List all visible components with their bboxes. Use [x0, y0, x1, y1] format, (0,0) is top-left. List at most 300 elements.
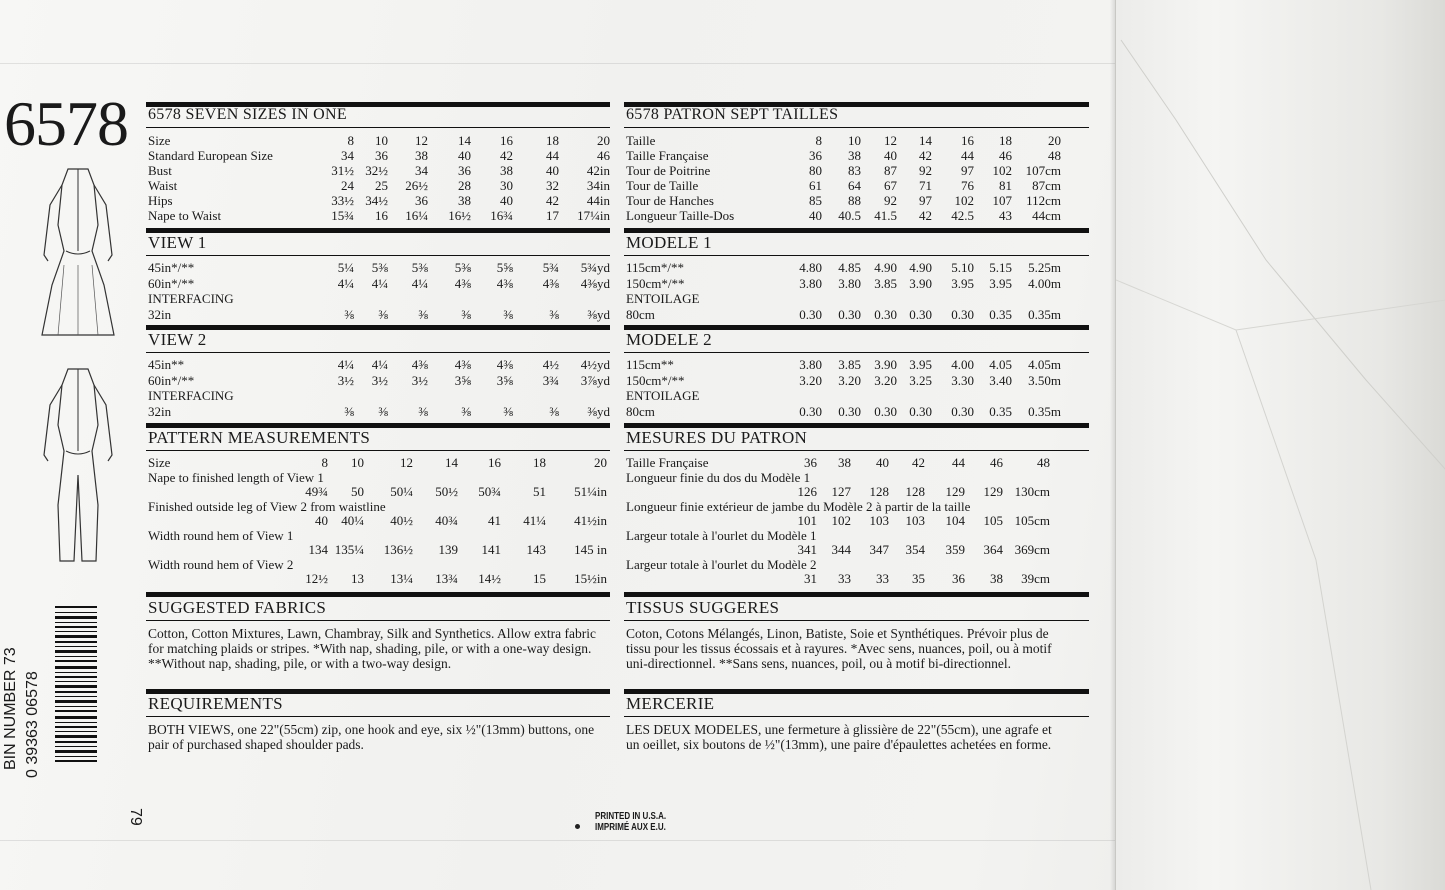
table-cell: 48	[1037, 455, 1050, 470]
table-cell: 4.90	[909, 260, 932, 275]
table-cell: 5¾yd	[580, 260, 610, 275]
row-label: INTERFACING	[148, 388, 234, 403]
table-cell: 0.35m	[1028, 306, 1061, 322]
row-label: Largeur totale à l'ourlet du Modèle 2	[626, 557, 817, 572]
table-cell: ⅜	[461, 403, 471, 419]
table-cell: 126	[797, 484, 817, 499]
table-cell: 0.30	[874, 306, 897, 322]
table-cell: 50	[351, 484, 364, 499]
table-cell: 102	[954, 193, 974, 208]
table-cell: 16¼	[405, 208, 428, 223]
table-cell: 0.30	[951, 403, 974, 419]
table-cell: 41¼	[523, 513, 546, 528]
table-cell: 3.30	[951, 372, 974, 388]
rule	[146, 228, 610, 233]
row-label: 80cm	[626, 403, 655, 419]
page-number: 79	[127, 808, 144, 826]
table-cell: 13¾	[435, 571, 458, 586]
table-cell: 64	[848, 178, 861, 193]
row-label: Standard European Size	[148, 148, 273, 163]
printed-en: PRINTED IN U.S.A.	[595, 811, 667, 822]
row-label: 150cm*/**	[626, 275, 685, 291]
table-cell: 40¾	[435, 513, 458, 528]
table-cell: 40¼	[341, 513, 364, 528]
table-cell: 3.50m	[1028, 372, 1061, 388]
row-label: INTERFACING	[148, 291, 234, 306]
table-cell: 18	[546, 133, 559, 148]
table-cell: 139	[438, 542, 458, 557]
table-cell: 0.30	[909, 403, 932, 419]
table-cell: 4⅜	[496, 275, 513, 291]
table-cell: 14	[919, 133, 932, 148]
rule	[146, 450, 610, 451]
row-label: Longueur Taille-Dos	[626, 208, 735, 223]
table-cell: 87	[884, 163, 897, 178]
table-cell: 10	[375, 133, 388, 148]
table-cell: 101	[797, 513, 817, 528]
table-cell: 4.00m	[1028, 275, 1061, 291]
table-cell: 4¼	[371, 357, 388, 372]
table-cell: ⅜yd	[587, 306, 610, 322]
table-cell: 14	[445, 455, 458, 470]
table-cell: 14½	[478, 571, 501, 586]
right-fabrics-title: TISSUS SUGGERES	[626, 598, 780, 617]
table-cell: 364	[983, 542, 1003, 557]
table-cell: 3.80	[799, 357, 822, 372]
table-cell: 10	[351, 455, 364, 470]
row-label: Nape to Waist	[148, 208, 222, 223]
row-label: Longueur finie du dos du Modèle 1	[626, 470, 811, 485]
table-cell: 4⅜	[411, 357, 428, 372]
table-cell: 51¼in	[574, 484, 607, 499]
table-cell: 107	[992, 193, 1012, 208]
rule	[146, 352, 610, 353]
table-cell: 0.35	[989, 306, 1012, 322]
row-label: 45in*/**	[148, 260, 195, 275]
table-cell: 20	[1048, 133, 1061, 148]
table-cell: 97	[919, 193, 932, 208]
table-cell: 8	[321, 455, 328, 470]
flap-creases	[1116, 0, 1445, 890]
table-cell: 30	[500, 178, 513, 193]
table-cell: 3.95	[909, 357, 932, 372]
left-fabrics-text: Cotton, Cotton Mixtures, Lawn, Chambray, Silk and Synthetics. Allow extra fabric for matching plaids or stripes. *With nap, shading, pile, or with a one-way design. **Without nap, shading, pile, or with a two-way design.	[148, 626, 596, 671]
table-cell: 34	[341, 148, 354, 163]
table-cell: 5.10	[951, 260, 974, 275]
table-cell: 136½	[383, 542, 413, 557]
rule	[146, 325, 610, 330]
table-cell: 46	[990, 455, 1003, 470]
table-cell: 38	[458, 193, 471, 208]
table-cell: 5⅜	[454, 260, 471, 275]
row-label: 60in*/**	[148, 372, 195, 388]
table-cell: 44	[546, 148, 559, 163]
table-cell: 3½	[371, 372, 388, 388]
bullet-icon	[575, 824, 580, 829]
row-label: Tour de Taille	[626, 178, 699, 193]
table-cell: 15	[533, 571, 546, 586]
table-cell: 145 in	[574, 542, 607, 557]
rule	[624, 450, 1089, 451]
table-cell: 3½	[411, 372, 428, 388]
table-cell: 38	[848, 148, 861, 163]
table-cell: 5⅝	[496, 260, 513, 275]
right-requirements-title: MERCERIE	[626, 694, 715, 713]
table-cell: 42	[546, 193, 559, 208]
table-cell: 143	[526, 542, 546, 557]
left-requirements-title: REQUIREMENTS	[148, 694, 283, 713]
table-cell: 31	[804, 571, 817, 586]
table-cell: 36	[809, 148, 822, 163]
table-cell: 40	[500, 193, 513, 208]
table-cell: 3.20	[874, 372, 897, 388]
table-cell: 3.80	[838, 275, 861, 291]
barcode-block	[0, 600, 100, 780]
table-cell: 83	[848, 163, 861, 178]
table-cell: 5⅜	[371, 260, 388, 275]
table-cell: 13	[351, 571, 364, 586]
table-cell: 42	[919, 208, 932, 223]
table-cell: 4¼	[371, 275, 388, 291]
table-cell: 40	[876, 455, 889, 470]
table-cell: ⅜	[549, 403, 559, 419]
table-cell: 16	[500, 133, 513, 148]
table-cell: 3.95	[951, 275, 974, 291]
table-cell: 3.80	[799, 275, 822, 291]
table-cell: 34	[415, 163, 428, 178]
table-cell: 42	[912, 455, 925, 470]
table-cell: 4.90	[874, 260, 897, 275]
row-label: ENTOILAGE	[626, 291, 700, 306]
table-cell: ⅜	[461, 306, 471, 322]
table-cell: 12	[884, 133, 897, 148]
table-cell: 105cm	[1014, 513, 1050, 528]
table-cell: 8	[347, 133, 354, 148]
table-cell: 3.25	[909, 372, 932, 388]
table-cell: 36	[952, 571, 965, 586]
table-cell: 3⅝	[454, 372, 471, 388]
table-cell: 3.85	[874, 275, 897, 291]
table-cell: 130cm	[1014, 484, 1050, 499]
table-cell: 16	[488, 455, 501, 470]
table-cell: 31½	[331, 163, 354, 178]
table-cell: 36	[375, 148, 388, 163]
table-cell: 4¼	[337, 275, 354, 291]
table-cell: 18	[533, 455, 546, 470]
row-label: 45in**	[148, 357, 185, 372]
view1-title: VIEW 1	[148, 233, 207, 252]
table-cell: 10	[848, 133, 861, 148]
pattern-number: 6578	[4, 88, 128, 159]
table-cell: ⅜	[418, 306, 428, 322]
row-label: Longueur finie extérieur de jambe du Modèle 2 à partir de la taille	[626, 499, 971, 514]
table-cell: 107cm	[1025, 163, 1061, 178]
row-label: 32in	[148, 403, 172, 419]
row-label: ENTOILAGE	[626, 388, 700, 403]
table-cell: 3.85	[838, 357, 861, 372]
table-cell: 38	[990, 571, 1003, 586]
table-cell: 36	[458, 163, 471, 178]
rule	[146, 620, 610, 621]
table-cell: ⅜	[418, 403, 428, 419]
table-cell: ⅜	[549, 306, 559, 322]
table-cell: 103	[905, 513, 925, 528]
envelope-flap	[1115, 0, 1445, 890]
table-cell: 44in	[586, 193, 610, 208]
rule	[624, 620, 1089, 621]
table-cell: 103	[869, 513, 889, 528]
left-measurements-title: PATTERN MEASUREMENTS	[148, 428, 371, 447]
table-cell: 102	[831, 513, 851, 528]
table-cell: 44cm	[1032, 208, 1061, 223]
table-cell: 4½	[542, 357, 559, 372]
table-cell: 67	[884, 178, 897, 193]
table-cell: 25	[375, 178, 388, 193]
fold-line	[0, 840, 1115, 841]
table-cell: 3.90	[909, 275, 932, 291]
table-cell: 44	[961, 148, 974, 163]
table-cell: 42in	[586, 163, 610, 178]
right-measurements-title: MESURES DU PATRON	[626, 428, 808, 447]
table-cell: 15½in	[574, 571, 607, 586]
table-cell: 128	[905, 484, 925, 499]
table-cell: 36	[804, 455, 817, 470]
table-cell: 33½	[331, 193, 354, 208]
rule	[146, 716, 610, 717]
table-cell: 16	[961, 133, 974, 148]
row-label: 80cm	[626, 306, 655, 322]
view2-jumpsuit-illustration	[38, 365, 118, 565]
table-cell: 28	[458, 178, 471, 193]
table-cell: 38	[838, 455, 851, 470]
table-cell: 87cm	[1032, 178, 1061, 193]
table-cell: 4.00	[951, 357, 974, 372]
table-cell: 61	[809, 178, 822, 193]
table-cell: 42	[919, 148, 932, 163]
table-cell: 17	[546, 208, 559, 223]
table-cell: ⅜yd	[587, 403, 610, 419]
table-cell: 354	[905, 542, 925, 557]
table-cell: 35	[912, 571, 925, 586]
rule	[146, 127, 610, 128]
table-cell: 4⅜	[454, 275, 471, 291]
table-cell: 12	[400, 455, 413, 470]
table-cell: 40	[809, 208, 822, 223]
table-cell: 0.30	[874, 403, 897, 419]
table-cell: ⅜	[378, 403, 388, 419]
table-cell: 105	[983, 513, 1003, 528]
table-cell: 40	[546, 163, 559, 178]
table-cell: 40	[458, 148, 471, 163]
table-cell: 42	[500, 148, 513, 163]
table-cell: 347	[869, 542, 889, 557]
table-cell: 41.5	[874, 208, 897, 223]
printed-in	[595, 811, 666, 833]
table-cell: 20	[597, 133, 610, 148]
table-cell: 43	[999, 208, 1012, 223]
table-cell: 39cm	[1021, 571, 1050, 586]
table-cell: 3½	[337, 372, 354, 388]
table-cell: 41	[488, 513, 501, 528]
row-label: Taille	[626, 133, 656, 148]
table-cell: 36	[415, 193, 428, 208]
table-cell: 32½	[365, 163, 388, 178]
row-label: Hips	[148, 193, 173, 208]
row-label: Size	[148, 133, 171, 148]
table-cell: ⅜	[344, 306, 354, 322]
table-cell: ⅜	[378, 306, 388, 322]
table-cell: ⅜	[344, 403, 354, 419]
table-cell: 3.20	[838, 372, 861, 388]
rule	[624, 592, 1089, 597]
table-cell: 40.5	[838, 208, 861, 223]
printed-fr: IMPRIMÉ AUX E.U.	[595, 822, 666, 833]
table-cell: ⅜	[503, 306, 513, 322]
row-label: Tour de Poitrine	[626, 163, 711, 178]
table-cell: 50¾	[478, 484, 501, 499]
table-cell: 4.05	[989, 357, 1012, 372]
right-title: 6578 PATRON SEPT TAILLES	[626, 106, 839, 123]
table-cell: 44	[952, 455, 965, 470]
table-cell: 97	[961, 163, 974, 178]
left-requirements-text: BOTH VIEWS, one 22"(55cm) zip, one hook and eye, six ½"(13mm) buttons, one pair of purchased shaped shoulder pads.	[148, 722, 595, 752]
table-cell: 4½yd	[580, 357, 610, 372]
table-cell: 42.5	[951, 208, 974, 223]
table-cell: 0.30	[799, 403, 822, 419]
right-requirements-text: LES DEUX MODELES, une fermeture à glissière de 22"(55cm), une agrafe et un oeillet, six boutons de ½"(13mm), une paire d'épaulettes achetées en forme.	[626, 722, 1052, 752]
modele2-title: MODELE 2	[626, 330, 712, 349]
table-cell: 46	[999, 148, 1012, 163]
table-cell: 76	[961, 178, 974, 193]
table-cell: 81	[999, 178, 1012, 193]
left-title: 6578 SEVEN SIZES IN ONE	[148, 106, 347, 123]
table-cell: 4⅜	[496, 357, 513, 372]
table-cell: 0.30	[838, 403, 861, 419]
modele1-title: MODELE 1	[626, 233, 712, 252]
table-cell: 3⅝	[496, 372, 513, 388]
table-cell: 49¾	[305, 484, 328, 499]
table-cell: 71	[919, 178, 932, 193]
table-cell: 46	[597, 148, 610, 163]
left-fabrics-title: SUGGESTED FABRICS	[148, 598, 327, 617]
table-cell: 80	[809, 163, 822, 178]
barcode-digits: 0 39363 06578	[24, 671, 41, 778]
rule	[624, 716, 1089, 717]
row-label: Waist	[148, 178, 178, 193]
table-cell: 3.95	[989, 275, 1012, 291]
table-cell: 14	[458, 133, 471, 148]
table-cell: 4.05m	[1028, 357, 1061, 372]
table-cell: 18	[999, 133, 1012, 148]
table-cell: 33	[876, 571, 889, 586]
table-cell: 3.20	[799, 372, 822, 388]
table-cell: 40½	[390, 513, 413, 528]
rule	[146, 592, 610, 597]
table-cell: 38	[415, 148, 428, 163]
table-cell: 40	[315, 513, 328, 528]
table-cell: 34in	[586, 178, 610, 193]
rule	[624, 127, 1089, 128]
table-cell: 129	[945, 484, 965, 499]
table-cell: 50¼	[390, 484, 413, 499]
table-cell: 134	[308, 542, 328, 557]
table-cell: 92	[884, 193, 897, 208]
fold-line	[0, 63, 1115, 64]
table-cell: 0.30	[799, 306, 822, 322]
table-cell: 16¾	[490, 208, 513, 223]
rule	[624, 255, 1089, 256]
table-cell: 5.15	[989, 260, 1012, 275]
row-label: Taille Française	[626, 455, 709, 470]
row-label: 150cm*/**	[626, 372, 685, 388]
table-cell: 12½	[305, 571, 328, 586]
table-cell: 26½	[405, 178, 428, 193]
table-cell: 135¼	[334, 542, 364, 557]
table-cell: 3⅞yd	[580, 372, 610, 388]
table-cell: 32	[546, 178, 559, 193]
table-cell: 92	[919, 163, 932, 178]
table-cell: 50½	[435, 484, 458, 499]
table-cell: 0.30	[838, 306, 861, 322]
table-cell: 85	[809, 193, 822, 208]
rule	[146, 255, 610, 256]
table-cell: 8	[815, 133, 822, 148]
table-cell: 24	[341, 178, 354, 193]
table-cell: 341	[797, 542, 817, 557]
table-cell: 5⅜	[411, 260, 428, 275]
table-cell: 4⅜yd	[580, 275, 610, 291]
row-label: Width round hem of View 1	[148, 528, 294, 543]
table-cell: 0.30	[909, 306, 932, 322]
table-cell: 128	[869, 484, 889, 499]
table-cell: 0.35	[989, 403, 1012, 419]
table-cell: 5¼	[337, 260, 354, 275]
table-cell: 4¼	[337, 357, 354, 372]
table-cell: 16	[375, 208, 388, 223]
table-cell: 20	[594, 455, 607, 470]
table-cell: 41½in	[574, 513, 607, 528]
table-cell: 3¾	[542, 372, 559, 388]
view2-title: VIEW 2	[148, 330, 207, 349]
view1-dress-illustration	[38, 165, 118, 355]
table-cell: 33	[838, 571, 851, 586]
table-cell: 5.25m	[1028, 260, 1061, 275]
table-cell: 4¼	[411, 275, 428, 291]
table-cell: 48	[1048, 148, 1061, 163]
row-label: Tour de Hanches	[626, 193, 714, 208]
table-cell: 40	[884, 148, 897, 163]
table-cell: 102	[992, 163, 1012, 178]
table-cell: 359	[945, 542, 965, 557]
table-cell: 112cm	[1026, 193, 1061, 208]
table-cell: 4⅜	[542, 275, 559, 291]
right-fabrics-text: Coton, Cotons Mélangés, Linon, Batiste, Soie et Synthétiques. Prévoir plus de tissu pour les tissus écossais et à rayures. *Avec sens, nuances, poil, ou à motif uni-directionnel. **Sans sens, nuances, poil, ou à motif bi-directionnel.	[626, 626, 1052, 671]
table-cell: 4.80	[799, 260, 822, 275]
row-label: 60in*/**	[148, 275, 195, 291]
table-cell: 141	[481, 542, 501, 557]
row-label: 32in	[148, 306, 172, 322]
table-cell: 51	[533, 484, 546, 499]
table-cell: 5¾	[542, 260, 559, 275]
bin-number-label: BIN NUMBER 73	[2, 647, 19, 770]
table-cell: 38	[500, 163, 513, 178]
row-label: 115cm*/**	[626, 260, 685, 275]
table-cell: 127	[831, 484, 851, 499]
table-cell: 16½	[448, 208, 471, 223]
table-cell: 369cm	[1014, 542, 1050, 557]
table-cell: 34½	[365, 193, 388, 208]
table-cell: 88	[848, 193, 861, 208]
